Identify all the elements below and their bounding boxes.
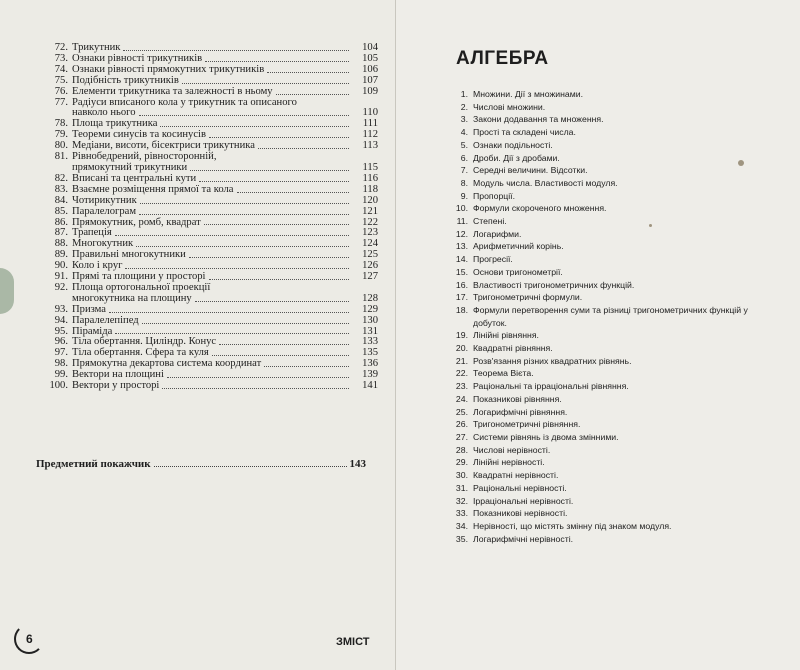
dot-leader bbox=[115, 228, 349, 236]
algebra-entry-title: Нерівності, що містять змінну під знаком модуля. bbox=[473, 520, 672, 531]
subject-index-entry[interactable] bbox=[36, 458, 366, 470]
algebra-entry-title: Множини. Дії з множинами. bbox=[473, 89, 583, 99]
toc-entry-title: Чотирикутник bbox=[72, 194, 137, 206]
algebra-toc-entry[interactable] bbox=[452, 495, 752, 508]
toc-entry-number: 96. bbox=[54, 336, 68, 348]
toc-entry[interactable] bbox=[48, 381, 378, 392]
algebra-toc-entry[interactable] bbox=[452, 291, 752, 304]
toc-entry-page: 141 bbox=[362, 380, 378, 392]
algebra-entry-number: 7. bbox=[460, 165, 468, 176]
dot-leader bbox=[264, 359, 349, 367]
algebra-entry-title: Логарифмічні рівняння. bbox=[473, 406, 568, 417]
algebra-toc-entry[interactable] bbox=[452, 355, 752, 368]
algebra-toc-entry[interactable] bbox=[452, 113, 752, 126]
algebra-entry-number: 17. bbox=[455, 292, 468, 303]
dot-leader bbox=[209, 272, 350, 280]
algebra-entry-number: 5. bbox=[460, 139, 468, 150]
algebra-entry-title: Раціональні та ірраціональні рівняння. bbox=[473, 381, 629, 392]
dot-leader bbox=[167, 370, 349, 378]
toc-entry-number: 100. bbox=[49, 380, 68, 392]
algebra-entry-number: 28. bbox=[455, 444, 468, 455]
algebra-entry-number: 24. bbox=[455, 393, 468, 404]
toc-entry-title: Прямі та площини у просторі bbox=[72, 271, 206, 283]
algebra-toc-entry[interactable] bbox=[452, 367, 752, 380]
toc-entry-number: 83. bbox=[54, 183, 68, 195]
toc-entry-title: Медіани, висоти, бісектриси трикутника bbox=[72, 140, 255, 152]
toc-entry-body bbox=[72, 381, 378, 392]
algebra-entry-title: Квадратні рівняння. bbox=[473, 343, 553, 354]
toc-entry-number: 97. bbox=[54, 347, 68, 359]
algebra-entry-number: 33. bbox=[455, 508, 468, 519]
toc-entry-number: 85. bbox=[54, 205, 68, 217]
toc-entry-title: Трапеція bbox=[72, 227, 112, 239]
algebra-entry-title: Системи рівнянь із двома змінними. bbox=[473, 431, 619, 442]
dot-leader bbox=[140, 196, 349, 204]
toc-entry-number: 92. bbox=[54, 281, 68, 293]
toc-entry-page: 135 bbox=[362, 347, 378, 359]
toc-entry-title: Рівнобедрений, рівносторонній, bbox=[72, 151, 217, 163]
toc-entry-page: 111 bbox=[362, 118, 378, 130]
toc-entry-body bbox=[72, 98, 378, 120]
algebra-toc-entry[interactable] bbox=[452, 215, 752, 228]
toc-entry-number: 78. bbox=[54, 118, 68, 130]
algebra-toc-entry[interactable] bbox=[452, 482, 752, 495]
algebra-toc-entry[interactable] bbox=[452, 304, 752, 329]
toc-entry-page: 130 bbox=[362, 314, 378, 326]
algebra-entry-title: Числові нерівності. bbox=[473, 444, 551, 455]
toc-entry-number: 74. bbox=[54, 63, 68, 75]
dot-leader bbox=[267, 65, 349, 73]
algebra-entry-number: 31. bbox=[455, 482, 468, 493]
page-edge-decoration bbox=[0, 268, 14, 314]
toc-entry-page: 133 bbox=[362, 336, 378, 348]
toc-entry-number: 86. bbox=[54, 216, 68, 228]
algebra-toc-entry[interactable] bbox=[452, 393, 752, 406]
dot-leader bbox=[189, 250, 349, 258]
toc-entry-number: 89. bbox=[54, 249, 68, 261]
algebra-entry-title: Властивості тригонометричних функцій. bbox=[473, 279, 635, 290]
toc-entry-title: Правильні многокутники bbox=[72, 249, 186, 261]
algebra-entry-title: Показникові нерівності. bbox=[473, 508, 568, 519]
algebra-toc-entry[interactable] bbox=[452, 101, 752, 114]
algebra-entry-number: 6. bbox=[460, 152, 468, 163]
toc-entry-page: 126 bbox=[362, 260, 378, 272]
toc-entry-number: 95. bbox=[54, 325, 68, 337]
algebra-toc-list bbox=[452, 88, 752, 545]
algebra-toc-entry[interactable] bbox=[452, 329, 752, 342]
toc-entry-number: 80. bbox=[54, 140, 68, 152]
algebra-toc-entry[interactable] bbox=[452, 279, 752, 292]
toc-entry-page: 129 bbox=[362, 303, 378, 315]
algebra-toc-entry[interactable] bbox=[452, 177, 752, 190]
algebra-toc-entry[interactable] bbox=[452, 266, 752, 279]
algebra-entry-title: Розв'язання різних квадратних рівнянь. bbox=[473, 355, 632, 366]
toc-entry-number: 87. bbox=[54, 227, 68, 239]
algebra-entry-number: 18. bbox=[455, 304, 468, 315]
toc-entry-number: 91. bbox=[54, 271, 68, 283]
toc-entry-number: 81. bbox=[54, 151, 68, 163]
dot-leader bbox=[258, 141, 349, 149]
dot-leader bbox=[199, 174, 349, 182]
toc-entry-page: 107 bbox=[362, 74, 378, 86]
toc-entry-page: 112 bbox=[362, 129, 378, 141]
algebra-entry-title: Квадратні нерівності. bbox=[473, 470, 559, 481]
algebra-entry-number: 9. bbox=[460, 190, 468, 201]
toc-entry-title: Радіуси вписаного кола у трикутник та описаного bbox=[72, 96, 297, 108]
dot-leader bbox=[136, 239, 349, 247]
algebra-entry-title: Ірраціональні нерівності. bbox=[473, 495, 574, 506]
algebra-toc-entry[interactable] bbox=[452, 533, 752, 546]
dot-leader bbox=[219, 337, 349, 345]
algebra-toc-entry[interactable] bbox=[452, 164, 752, 177]
toc-entry-number: 90. bbox=[54, 260, 68, 272]
toc-entry-title: Вектори у просторі bbox=[72, 380, 160, 392]
algebra-toc-entry[interactable] bbox=[452, 152, 752, 165]
dot-leader bbox=[123, 43, 349, 51]
toc-entry-title: Взаємне розміщення прямої та кола bbox=[72, 183, 234, 195]
toc-entry-title: Площа трикутника bbox=[72, 118, 158, 130]
toc-entry-number: 79. bbox=[54, 129, 68, 141]
toc-entry-number: 93. bbox=[54, 303, 68, 315]
toc-entry-page: 128 bbox=[362, 292, 378, 304]
toc-entry-page: 118 bbox=[362, 183, 378, 195]
algebra-entry-title: Показникові рівняння. bbox=[473, 393, 562, 404]
algebra-toc-entry[interactable] bbox=[452, 520, 752, 533]
toc-entry-title-continued: многокутника на площину bbox=[72, 292, 192, 304]
toc-entry-number: 76. bbox=[54, 85, 68, 97]
dot-leader bbox=[115, 327, 349, 335]
algebra-entry-title: Числові множини. bbox=[473, 101, 546, 112]
algebra-entry-title: Раціональні нерівності. bbox=[473, 482, 567, 493]
algebra-toc-entry[interactable] bbox=[452, 380, 752, 393]
algebra-entry-title: Середні величини. Відсотки. bbox=[473, 165, 588, 176]
algebra-entry-number: 2. bbox=[460, 101, 468, 112]
toc-entry-page: 124 bbox=[362, 238, 378, 250]
algebra-entry-title: Формули скороченого множення. bbox=[473, 203, 607, 214]
algebra-entry-title: Лінійні нерівності. bbox=[473, 457, 545, 468]
algebra-entry-number: 26. bbox=[455, 419, 468, 430]
toc-entry-title: Многокутник bbox=[72, 238, 134, 250]
toc-entry-number: 99. bbox=[54, 369, 68, 381]
toc-entry-page: 125 bbox=[362, 249, 378, 261]
dot-leader bbox=[142, 316, 349, 324]
algebra-entry-number: 30. bbox=[455, 470, 468, 481]
algebra-toc-entry[interactable] bbox=[452, 240, 752, 253]
algebra-entry-number: 11. bbox=[456, 216, 468, 227]
dot-leader bbox=[195, 294, 349, 302]
toc-entry-title: Паралелограм bbox=[72, 205, 137, 217]
toc-entry-page: 106 bbox=[362, 63, 378, 75]
toc-entry-title: Подібність трикутників bbox=[72, 74, 179, 86]
algebra-toc-entry[interactable] bbox=[452, 228, 752, 241]
toc-entry[interactable] bbox=[48, 283, 378, 305]
toc-entry-page: 109 bbox=[362, 85, 378, 97]
algebra-entry-number: 21. bbox=[455, 355, 468, 366]
dot-leader bbox=[237, 185, 349, 193]
toc-entry-title: Теореми синусів та косинусів bbox=[72, 129, 206, 141]
toc-entry[interactable] bbox=[48, 98, 378, 120]
algebra-entry-number: 13. bbox=[455, 241, 468, 252]
geometry-toc-list bbox=[48, 43, 378, 392]
toc-entry-title: Прямокутна декартова система координат bbox=[72, 358, 262, 370]
toc-entry-title: Коло і круг bbox=[72, 260, 123, 272]
algebra-toc-entry[interactable] bbox=[452, 444, 752, 457]
left-page bbox=[0, 0, 396, 670]
toc-entry-line2 bbox=[72, 294, 378, 305]
algebra-entry-title: Пропорції. bbox=[473, 190, 516, 201]
algebra-toc-entry[interactable] bbox=[452, 456, 752, 469]
dot-leader bbox=[139, 207, 349, 215]
dot-leader bbox=[109, 305, 349, 313]
toc-entry-page: 113 bbox=[362, 140, 378, 152]
toc-entry-title: Площа ортогональної проекції bbox=[72, 281, 211, 293]
toc-entry-page: 120 bbox=[362, 194, 378, 206]
toc-entry-number: 98. bbox=[54, 358, 68, 370]
toc-entry-title: Прямокутник, ромб, квадрат bbox=[72, 216, 201, 228]
toc-entry-body bbox=[72, 152, 378, 174]
algebra-entry-number: 20. bbox=[455, 343, 468, 354]
algebra-entry-number: 12. bbox=[455, 228, 468, 239]
algebra-entry-number: 14. bbox=[455, 254, 468, 265]
dot-leader bbox=[204, 218, 349, 226]
toc-entry-page: 104 bbox=[362, 42, 378, 53]
algebra-entry-title: Арифметичний корінь. bbox=[473, 241, 564, 252]
toc-entry-title: Паралелепіпед bbox=[72, 314, 139, 326]
algebra-entry-title: Прогресії. bbox=[473, 254, 513, 265]
toc-entry-page: 139 bbox=[362, 369, 378, 381]
algebra-entry-title: Основи тригонометрії. bbox=[473, 266, 563, 277]
toc-entry-number: 88. bbox=[54, 238, 68, 250]
toc-entry-title: Трикутник bbox=[72, 42, 121, 53]
dot-leader bbox=[190, 163, 349, 171]
toc-entry[interactable] bbox=[48, 196, 378, 207]
algebra-toc-entry[interactable] bbox=[452, 88, 752, 101]
page-number: 6 bbox=[26, 632, 33, 646]
algebra-entry-number: 3. bbox=[460, 114, 468, 125]
algebra-entry-number: 34. bbox=[455, 520, 468, 531]
toc-entry-page: 121 bbox=[362, 205, 378, 217]
toc-entry-body bbox=[72, 207, 378, 218]
algebra-entry-title: Степені. bbox=[473, 216, 507, 227]
algebra-toc-entry[interactable] bbox=[452, 190, 752, 203]
toc-entry-number: 82. bbox=[54, 172, 68, 184]
toc-entry-body bbox=[72, 196, 378, 207]
algebra-entry-title: Прості та складені числа. bbox=[473, 127, 576, 138]
toc-entry-page: 131 bbox=[362, 325, 378, 337]
algebra-toc-entry[interactable] bbox=[452, 342, 752, 355]
dot-leader bbox=[205, 54, 349, 62]
toc-entry-page: 105 bbox=[362, 52, 378, 64]
algebra-entry-number: 19. bbox=[455, 330, 468, 341]
toc-entry-number: 73. bbox=[54, 52, 68, 64]
toc-entry-page: 110 bbox=[362, 107, 378, 119]
algebra-entry-number: 25. bbox=[455, 406, 468, 417]
toc-entry[interactable] bbox=[48, 76, 378, 87]
toc-entry-title-continued: прямокутний трикутники bbox=[72, 161, 188, 173]
algebra-toc-entry[interactable] bbox=[452, 469, 752, 482]
dot-leader bbox=[154, 458, 347, 467]
algebra-entry-number: 32. bbox=[455, 495, 468, 506]
algebra-toc-entry[interactable] bbox=[452, 406, 752, 419]
toc-entry-page: 116 bbox=[362, 172, 378, 184]
algebra-entry-number: 27. bbox=[455, 431, 468, 442]
section-title: АЛГЕБРА bbox=[456, 48, 549, 69]
algebra-entry-number: 4. bbox=[460, 127, 468, 138]
algebra-entry-number: 35. bbox=[455, 533, 468, 544]
toc-entry-title: Елементи трикутника та залежності в ньому bbox=[72, 85, 273, 97]
toc-entry-title: Піраміда bbox=[72, 325, 113, 337]
algebra-entry-title: Тригонометричні рівняння. bbox=[473, 419, 581, 430]
algebra-entry-number: 1. bbox=[460, 89, 468, 99]
toc-entry-number: 77. bbox=[54, 96, 68, 108]
subject-index-label: Предметний покажчик bbox=[36, 458, 151, 470]
dot-leader bbox=[182, 76, 349, 84]
algebra-toc-entry[interactable] bbox=[452, 139, 752, 152]
toc-entry-title: Тіла обертання. Циліндр. Конус bbox=[72, 336, 217, 348]
subject-index-page: 143 bbox=[349, 458, 366, 470]
dot-leader bbox=[276, 87, 349, 95]
dot-leader bbox=[139, 108, 349, 116]
toc-entry-number: 84. bbox=[54, 194, 68, 206]
dot-leader bbox=[162, 381, 349, 389]
algebra-entry-number: 16. bbox=[455, 279, 468, 290]
algebra-entry-number: 10. bbox=[455, 203, 468, 214]
toc-entry-page: 123 bbox=[362, 227, 378, 239]
algebra-entry-title: Модуль числа. Властивості модуля. bbox=[473, 177, 618, 188]
toc-entry[interactable] bbox=[48, 152, 378, 174]
toc-entry-title: Призма bbox=[72, 303, 106, 315]
algebra-entry-number: 22. bbox=[455, 368, 468, 379]
toc-entry-body bbox=[72, 76, 378, 87]
algebra-entry-number: 23. bbox=[455, 381, 468, 392]
algebra-entry-title: Закони додавання та множення. bbox=[473, 114, 604, 125]
toc-entry-page: 127 bbox=[362, 271, 378, 283]
algebra-toc-entry[interactable] bbox=[452, 431, 752, 444]
algebra-entry-number: 8. bbox=[460, 177, 468, 188]
toc-entry-title: Тіла обертання. Сфера та куля bbox=[72, 347, 209, 359]
toc-entry[interactable] bbox=[48, 316, 378, 327]
algebra-entry-title: Лінійні рівняння. bbox=[473, 330, 539, 341]
algebra-entry-title: Логарифми. bbox=[473, 228, 522, 239]
toc-entry-page: 136 bbox=[362, 358, 378, 370]
algebra-toc-entry[interactable] bbox=[452, 202, 752, 215]
dot-leader bbox=[160, 119, 349, 127]
algebra-entry-title: Формули перетворення суми та різниці тригонометричних функцій у добуток. bbox=[473, 304, 748, 328]
toc-entry-number: 75. bbox=[54, 74, 68, 86]
toc-entry-body bbox=[72, 218, 378, 229]
toc-entry-body bbox=[72, 283, 378, 305]
dot-leader bbox=[212, 348, 349, 356]
toc-entry[interactable] bbox=[48, 207, 378, 218]
toc-entry-body bbox=[72, 316, 378, 327]
algebra-entry-title: Логарифмічні нерівності. bbox=[473, 533, 574, 544]
algebra-toc-entry[interactable] bbox=[452, 507, 752, 520]
algebra-entry-title: Тригонометричні формули. bbox=[473, 292, 583, 303]
toc-entry-title: Вектори на площині bbox=[72, 369, 164, 381]
toc-entry-number: 94. bbox=[54, 314, 68, 326]
algebra-entry-number: 29. bbox=[455, 457, 468, 468]
toc-entry-title: Ознаки рівності прямокутних трикутників bbox=[72, 63, 265, 75]
algebra-toc-entry[interactable] bbox=[452, 418, 752, 431]
toc-entry-page: 122 bbox=[362, 216, 378, 228]
toc-entry-page: 115 bbox=[362, 161, 378, 173]
algebra-entry-title: Ознаки подільності. bbox=[473, 139, 553, 150]
algebra-toc-entry[interactable] bbox=[452, 126, 752, 139]
footer-title: ЗМІСТ bbox=[336, 636, 370, 648]
algebra-entry-title: Теорема Вієта. bbox=[473, 368, 534, 379]
dot-leader bbox=[125, 261, 349, 269]
toc-entry-number: 72. bbox=[54, 42, 68, 53]
algebra-toc-entry[interactable] bbox=[452, 253, 752, 266]
algebra-entry-title: Дроби. Дії з дробами. bbox=[473, 152, 560, 163]
toc-entry-title: Вписані та центральні кути bbox=[72, 172, 197, 184]
toc-entry-title: Ознаки рівності трикутників bbox=[72, 52, 203, 64]
toc-entry-title-continued: навколо нього bbox=[72, 107, 136, 119]
algebra-entry-number: 15. bbox=[455, 266, 468, 277]
dot-leader bbox=[209, 130, 349, 138]
